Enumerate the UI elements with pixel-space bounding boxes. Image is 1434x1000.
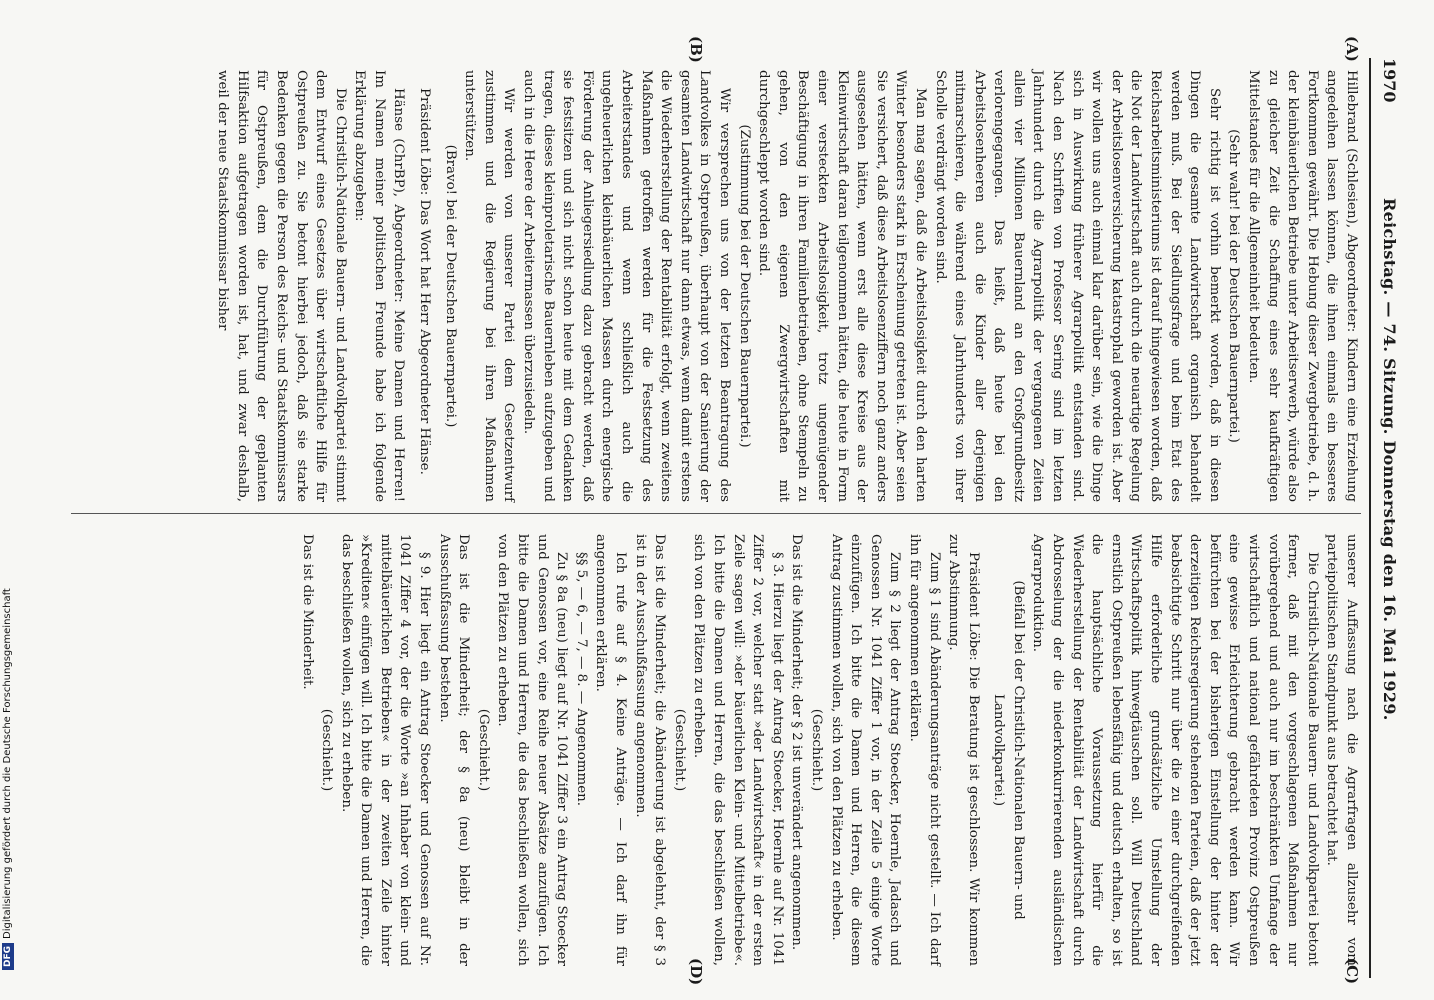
page-header bbox=[1369, 58, 1405, 978]
paragraph: §§ 5, — 6, — 7, — 8. — Angenommen. bbox=[573, 552, 589, 807]
paragraph: § 3. Hierzu liegt der Antrag Stoecker, Hoernle auf Nr. 1041 Ziffer 2 vor, welcher statt »der Landwirtschaft« in der ersten Zeile sagen will: »der bäuerlichen Klein- und Mittelbetriebe«. Ich bitte die Damen und Herren, die das beschließen wollen, sich von den Plätzen zu erheben. bbox=[691, 534, 785, 966]
paragraph: Sehr richtig ist vorhin bemerkt worden, daß in diesen Dingen die gesamte Landwirtschaft organisch behandelt werden muß. Bei der Siedlungsfrage und beim Etat des Reichsarbeitsministeriums ist darauf hingewiesen worden, daß die Not der Landwirtschaft auch durch die neuartige Regelung der Arbeitslosenversicherung katastrophal geworden ist. Aber wir wollen uns auch einmal klar darüber sein, wie die Dinge sich in Auswirkung früherer Agrarpolitik entstanden sind. Nach den Schriften von Professor Sering sind im letzten Jahrhundert durch die Agrarpolitik der vergangenen Zeiten allein vier Millionen Bauernland an den Großgrundbesitz verlorengegangen. Das heißt, daß heute bei den Arbeitslosenheeren auch die Kinder aller derjenigen mitmarschieren, die während eines Jahrhunderts von ihrer Scholle verdrängt worden sind. bbox=[932, 70, 1222, 502]
column-divider bbox=[71, 513, 1361, 514]
left-column bbox=[213, 70, 1361, 502]
running-title: Reichstag. — 74. Sitzung. Donnerstag den 16. Mai 1929. bbox=[1380, 198, 1399, 721]
paragraph: Das ist die Minderheit; die Abänderung ist abgelehnt, der § 3 ist in der Ausschußfassung angenommen. bbox=[632, 534, 668, 966]
paragraph: Zum § 2 liegt der Antrag Stoecker, Hoernle, Jadasch und Genossen Nr. 1041 Ziffer 1 vor, in der Zeile 5 einige Worte einzufügen. Ich bitte die Damen und Herren, die diesem Antrag zustimmen wollen, sich von den Plätzen zu erheben. bbox=[828, 534, 903, 966]
interjection: (Sehr wahr! bei der Deutschen Bauernpartei.) bbox=[1226, 129, 1242, 443]
interjection: (Geschieht.) bbox=[475, 708, 491, 792]
interjection: (Bravo! bei der Deutschen Bauernpartei.) bbox=[442, 144, 458, 428]
page-number: 1970 bbox=[1380, 58, 1399, 103]
paragraph: Man mag sagen, daß die Arbeitslosigkeit durch den harten Winter besonders stark in Erscheinung getreten ist. Aber seien Sie versichert, daß diese Arbeitslosenziffern noch ganz anders ausgesehen hätten, wenn erst alle diese Kreise aus der Kleinwirtschaft daran teilgenommen hätten, die heute in Form einer versteckten Arbeitslosigkeit, trotz ungenügender Beschäftigung in ihren Familienbetrieben, ohne Stempeln zu gehen, von den eigenen Zwergwirtschaften mit durchgeschleppt worden sind. bbox=[756, 70, 928, 502]
paragraph: Ich rufe auf § 4. Keine Anträge. — Ich darf ihn für angenommen erklären. bbox=[593, 534, 629, 966]
paragraph: Zu § 8a (neu) liegt auf Nr. 1041 Ziffer 3 ein Antrag Stoecker und Genossen vor, eine Reihe neuer Absätze anzufügen. Ich bitte die Damen und Herren, die das beschließen wollen, sich von den Plätzen zu erheben. bbox=[495, 534, 570, 966]
digitization-credit bbox=[2, 0, 22, 970]
interjection: (Geschieht.) bbox=[808, 708, 824, 792]
interjection: (Beifall bei der Christlich-Nationalen Bauern- und Landvolkpartei.) bbox=[991, 580, 1026, 920]
speaker-paragraph: Präsident Löbe: Das Wort hat Herr Abgeordneter Hänse. bbox=[417, 88, 433, 475]
paragraph: § 9. Hier liegt ein Antrag Stoecker und Genossen auf Nr. 1041 Ziffer 4 vor, der die Worte »an Inhaber von klein- und mittelbäuerlichen Betrieben« in der zweiten Zeile hinter »Krediten« einfügen will. Ich bitte die Damen und Herren, die das beschließen wollen, sich zu erheben. bbox=[338, 534, 433, 966]
margin-marker-a: (A) bbox=[1343, 36, 1361, 62]
dfg-logo: DFG bbox=[2, 943, 14, 970]
paragraph: Die Christlich-Nationale Bauern- und Landvolkpartei stimmt dem Entwurf eines Gesetzes über wirtschaftliche Hilfe für Ostpreußen zu. Sie betont hierbei jedoch, daß sie starke Bedenken gegen die Person des Reichs- und Staatskommissars für Ostpreußen, dem die Durchführung der geplanten Hilfsaktion aufgetragen worden ist, hat, und zwar deshalb, weil der neue Staatskommissar bisher bbox=[215, 70, 348, 502]
credit-text: Digitalisierung gefördert durch die Deutsche Forschungsgemeinschaft bbox=[2, 588, 13, 939]
rotated-page-content bbox=[15, 36, 1405, 986]
paragraph: unserer Auffassung nach die Agrarfragen allzusehr vom parteipolitischen Standpunkt aus betrachtet hat. bbox=[1324, 534, 1359, 966]
paragraph: Das ist die Minderheit; der § 8a (neu) bleibt in der Ausschußfassung bestehen. bbox=[436, 534, 472, 966]
paragraph: Wir versprechen uns von der letzten Beantragung des Landvolkes in Ostpreußen, überhaupt von der Sanierung der gesamten Landwirtschaft nur dann etwas, wenn damit erstens die Wiederherstellung der Rentabilität erfolgt, wenn zweitens Maßnahmen getroffen werden für die Festsetzung des Arbeiterstandes und wenn schließlich auch die ungeheuerlichen kleinbäuerlichen Massen durch energische Förderung der Anliegersiedlung dazu gebracht werden, daß sie festsitzen und sich nicht schon heute mit dem Gedanken tragen, dieses kleinproletarische Bauernleben aufzugeben und auch in die Heere der Arbeitermassen überzusiedeln. bbox=[521, 70, 732, 502]
paragraph: Das ist die Minderheit. bbox=[299, 534, 315, 690]
interjection: (Geschieht.) bbox=[671, 708, 687, 792]
speaker-paragraph: Präsident Löbe: Die Beratung ist geschlossen. Wir kommen zur Abstimmung. bbox=[946, 534, 981, 966]
speaker-paragraph: Hänse (ChrBP), Abgeordneter: Meine Damen und Herren! Im Namen meiner politischen Freunde habe ich folgende Erklärung abzugeben: bbox=[352, 70, 407, 502]
paragraph: Zum § 1 sind Abänderungsanträge nicht gestellt. — Ich darf ihn für angenommen erklären. bbox=[906, 534, 942, 966]
margin-marker-c: (C) bbox=[1343, 958, 1361, 985]
interjection: (Zustimmung bei der Deutschen Bauernpartei.) bbox=[736, 124, 752, 448]
right-column bbox=[297, 534, 1361, 966]
paragraph: Die Christlich-Nationale Bauern- und Landvolkpartei betont ferner, daß mit den vorgeschlagenen Maßnahmen nur vorübergehend und auch nur im beschränkten Umfange der wirtschaftlich und national gefährdeten Provinz Ostpreußen eine gewisse Erleichterung gebracht werden kann. Wir befürchten bei der bisherigen Einstellung der hinter der derzeitigen Reichsregierung stehenden Parteien, daß der jetzt beabsichtigte Schritt nur über die zu einer durchgreifenden Hilfe erforderliche grundsätzliche Umstellung der Wirtschaftspolitik hinwegtäuschen soll. Will Deutschland ernstlich Ostpreußen lebensfähig und deutsch erhalten, so ist die hauptsächliche Voraussetzung hierfür die Wiederherstellung der Rentabilität der Landwirtschaft durch Abdrosselung der die niederkonkurrierenden ausländischen Agrarproduktion. bbox=[1030, 534, 1320, 966]
margin-marker-d: (D) bbox=[687, 958, 705, 986]
interjection: (Geschieht.) bbox=[319, 708, 335, 792]
paragraph: Hillebrand (Schlesien), Abgeordneter: Kindern eine Erziehung angedeihen lassen können, die ihnen einmals ein besseres Fortkommen gewährt. Die Hebung dieser Zwergbetriebe, d. h. der kleinbäuerlichen Betriebe unter Arbeitserwerb, würde also zu gleicher Zeit die Schaffung eines sehr kaufkräftigen Mittelstandes für die Allgemeinheit bedeuten. bbox=[1246, 70, 1359, 502]
paragraph: Das ist die Minderheit; der § 2 ist unverändert angenommen. bbox=[789, 534, 805, 951]
margin-marker-b: (B) bbox=[687, 36, 705, 63]
paragraph: Wir werden von unserer Partei dem Gesetzentwurf zustimmen und die Regierung bei ihren Maßnahmen unterstützen. bbox=[462, 70, 517, 502]
